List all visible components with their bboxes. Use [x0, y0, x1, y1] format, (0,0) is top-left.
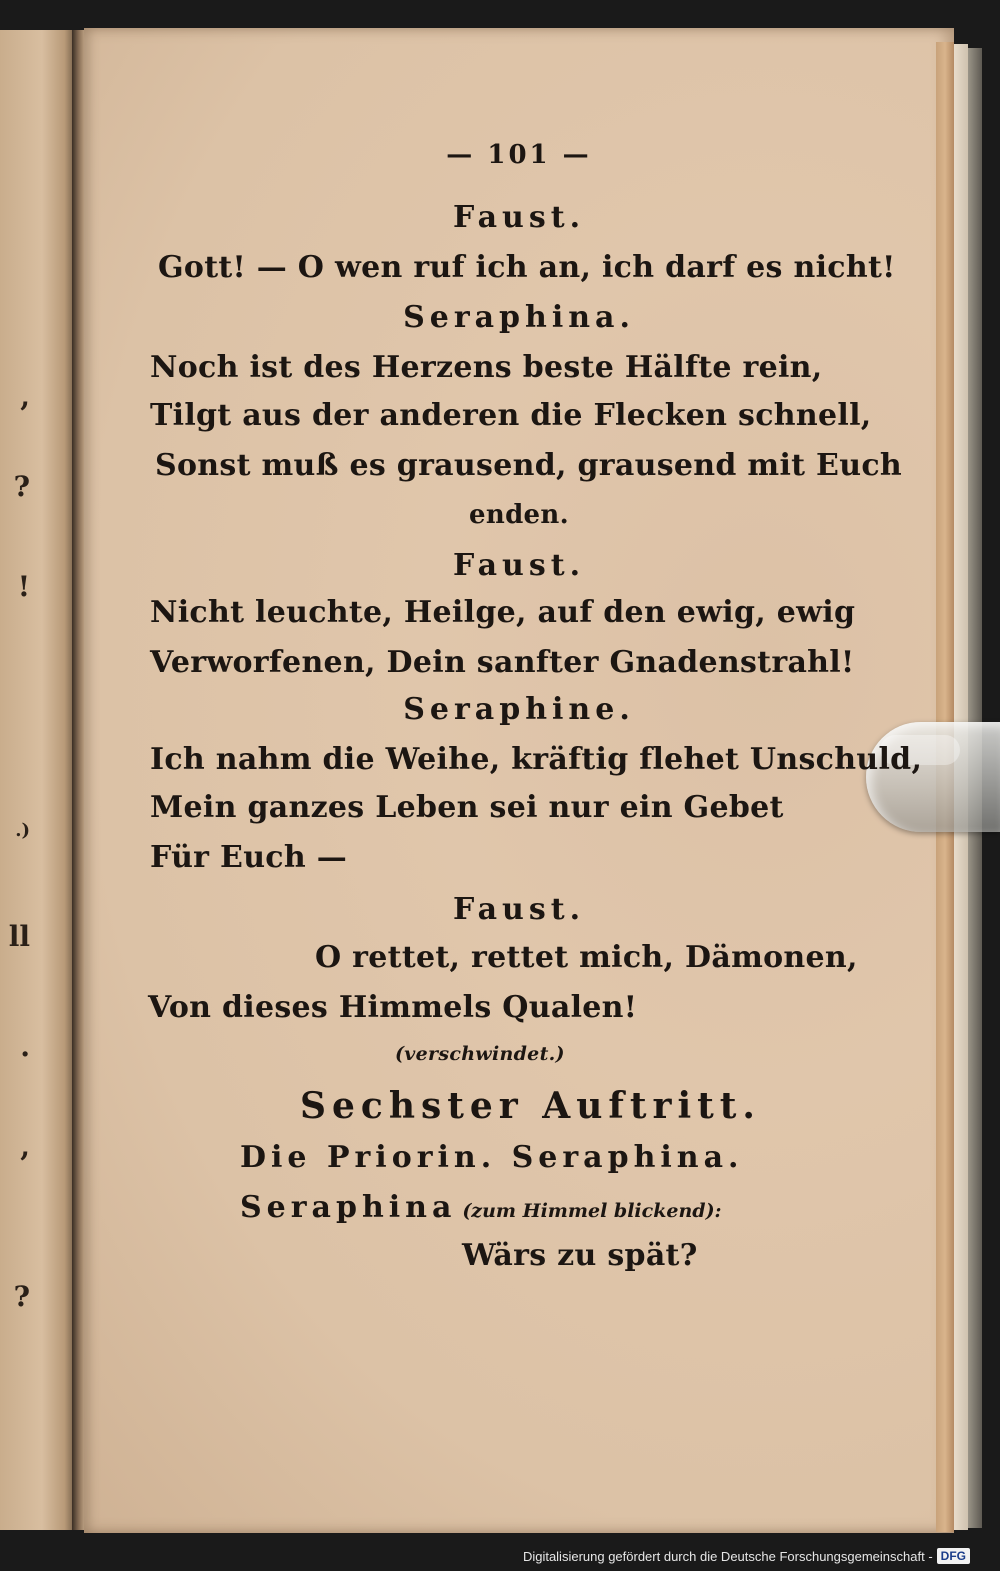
verse-line: Noch ist des Herzens beste Hälfte rein, — [150, 350, 823, 385]
speaker-heading: Faust. — [452, 892, 586, 927]
verse-line: Tilgt aus der anderen die Flecken schnell, — [150, 398, 872, 433]
verse-line: Verworfenen, Dein sanfter Gnadenstrahl! — [150, 645, 855, 680]
left-page-fragment: .) — [15, 820, 30, 841]
verse-line: Wärs zu spät? — [462, 1238, 698, 1273]
left-page-fragment: ? — [13, 1280, 30, 1313]
digitization-credit — [523, 1545, 970, 1567]
verse-line: Nicht leuchte, Heilge, auf den ewig, ewig — [150, 595, 856, 630]
speaker-heading: Faust. — [452, 548, 586, 583]
verse-line: Für Euch — — [150, 840, 348, 875]
scene-heading: Sechster Auftritt. — [300, 1085, 761, 1127]
dfg-logo: DFG — [937, 1548, 970, 1564]
verse-line: Mein ganzes Leben sei nur ein Gebet — [150, 790, 784, 825]
verse-line: Sonst muß es grausend, grausend mit Euch — [155, 448, 903, 483]
page-number: — 101 — — [446, 140, 592, 170]
left-page-fragment: ? — [13, 470, 30, 503]
speaker-heading: Seraphina. — [403, 300, 635, 335]
stage-direction-inline: (zum Himmel blickend): — [462, 1200, 722, 1222]
cast-list: Die Priorin. Seraphina. — [240, 1140, 744, 1175]
speaker-line — [240, 1190, 722, 1225]
left-page-edge — [0, 30, 76, 1530]
speaker-name: Seraphina — [240, 1190, 457, 1225]
speaker-heading: Seraphine. — [403, 692, 635, 727]
left-page-fragment: , — [20, 1130, 30, 1163]
verse-line: Von dieses Himmels Qualen! — [148, 990, 638, 1025]
verse-line: enden. — [469, 500, 569, 530]
speaker-heading: Faust. — [452, 200, 586, 235]
credit-text: Digitalisierung gefördert durch die Deutsche Forschungsgemeinschaft - — [522, 1548, 933, 1564]
left-page-fragment: , — [20, 380, 30, 413]
verse-line: Ich nahm die Weihe, kräftig flehet Unschuld, — [150, 742, 923, 777]
left-page-fragment: ! — [17, 570, 30, 603]
stage-direction: (verschwindet.) — [395, 1043, 565, 1065]
left-page-fragment: . — [20, 1030, 30, 1063]
verse-line: Gott! — O wen ruf ich an, ich darf es nicht! — [158, 250, 896, 285]
left-page-fragment: ll — [8, 920, 30, 953]
verse-line: O rettet, rettet mich, Dämonen, — [315, 940, 858, 975]
